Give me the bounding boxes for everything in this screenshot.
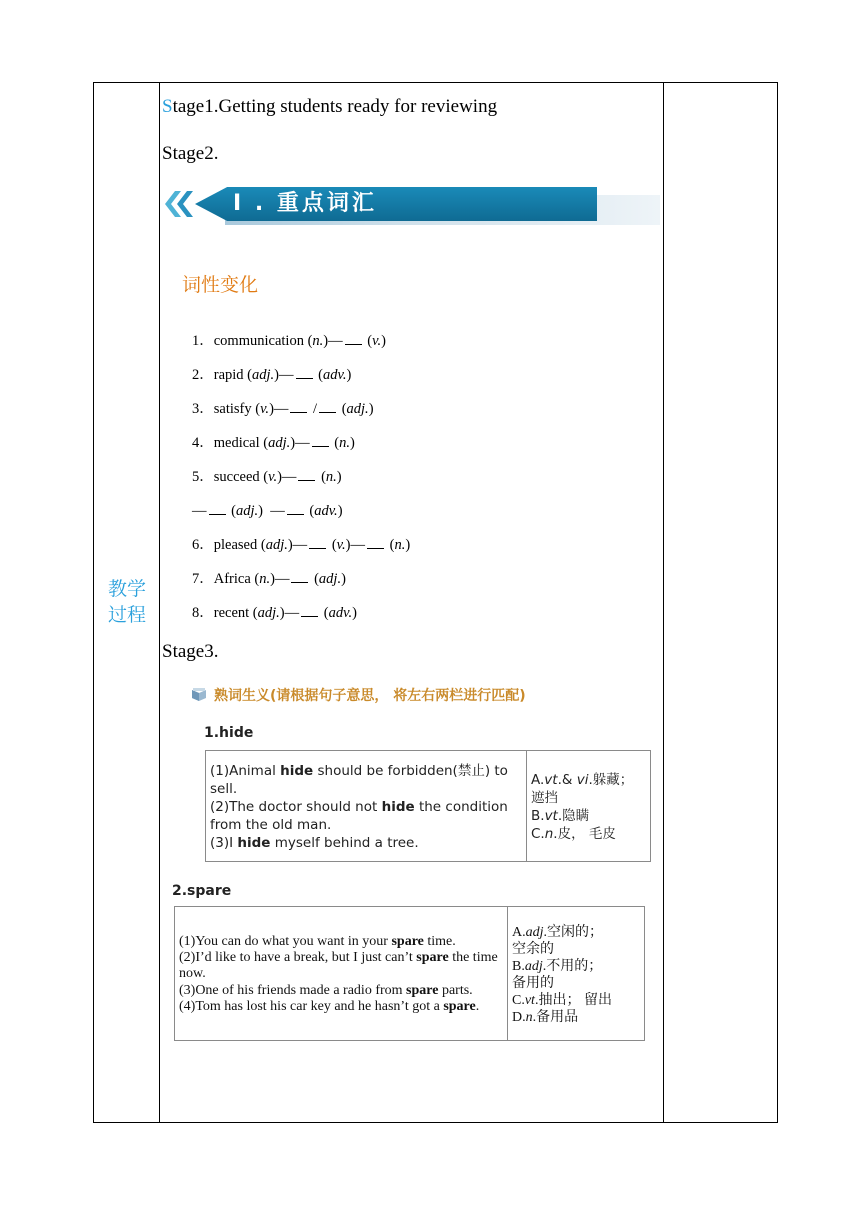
matching-heading [190, 685, 526, 705]
table-left-border [93, 82, 94, 1123]
matching-heading-text: 熟词生义(请根据句子意思， 将左右两栏进行匹配) [214, 688, 526, 704]
hide-sentence-2: (2)The doctor should not hide the condition from the old man. [210, 799, 508, 833]
vocab-item-1: 1．communication (n.)— (v.) [192, 333, 386, 349]
hide-matching-table [205, 750, 651, 862]
vocab-item-8: 8．recent (adj.)— (adv.) [192, 605, 357, 621]
vocab-banner [165, 187, 660, 229]
banner-title: I . 重点词汇 [233, 191, 377, 216]
vocab-item-5-continued: — (adj.) — (adv.) [192, 503, 343, 519]
spare-sentences-cell [175, 907, 508, 1041]
spare-option-d: D.n.备用品 [512, 1009, 579, 1025]
vocab-item-3: 3．satisfy (v.)— / (adj.) [192, 401, 374, 417]
side-label [95, 576, 159, 628]
vocab-item-7: 7．Africa (n.)— (adj.) [192, 571, 346, 587]
hide-options-cell [527, 751, 651, 862]
stage1-first-letter: S [162, 96, 173, 117]
spare-sentence-2: (2)I’d like to have a break, but I just can’t spare the time now. [179, 950, 498, 982]
vocab-item-6: 6．pleased (adj.)— (v.)— (n.) [192, 537, 411, 553]
hide-option-b: B.vt.隐瞒 [531, 808, 590, 824]
hide-option-a: A.vt.& vi.躲藏； 遮挡 [531, 772, 634, 806]
spare-options-cell [508, 907, 645, 1041]
vocab-item-5: 5．succeed (v.)— (n.) [192, 469, 342, 485]
hide-sentence-1: (1)Animal hide should be forbidden(禁止) to sell. [210, 763, 508, 797]
stage1-line [162, 95, 497, 119]
table-col-divider-1 [159, 82, 160, 1123]
table-bottom-border [93, 1122, 778, 1123]
vocab-item-4: 4．medical (adj.)— (n.) [192, 435, 355, 451]
word1-label: 1.hide [204, 725, 254, 741]
hide-option-c: C.n.皮， 毛皮 [531, 826, 616, 842]
stage2-heading: Stage2. [162, 143, 219, 164]
spare-option-b: B.adj.不用的； 备用的 [512, 958, 603, 991]
spare-sentence-3: (3)One of his friends made a radio from spare parts. [179, 982, 473, 998]
stage3-heading: Stage3. [162, 641, 219, 662]
side-label-line-2: 过程 [107, 604, 146, 626]
stage1-text: tage1.Getting students ready for reviewing [172, 96, 498, 117]
spare-option-c: C.vt.抽出； 留出 [512, 992, 612, 1008]
table-right-border [777, 82, 778, 1123]
table-col-divider-2 [663, 82, 664, 1123]
hide-sentence-3: (3)I hide myself behind a tree. [210, 835, 419, 851]
book-icon [190, 688, 208, 702]
table-top-border [93, 82, 778, 83]
chevron-left-icon [177, 191, 193, 217]
word2-label: 2.spare [172, 883, 232, 899]
hide-sentences-cell [206, 751, 527, 862]
spare-option-a: A.adj.空闲的； 空余的 [512, 924, 604, 957]
section-heading: 词性变化 [182, 274, 259, 296]
spare-matching-table [174, 906, 645, 1041]
spare-sentence-1: (1)You can do what you want in your spare time. [179, 933, 456, 949]
spare-sentence-4: (4)Tom has lost his car key and he hasn’t got a spare. [179, 998, 480, 1014]
side-label-line-1: 教学 [107, 578, 146, 600]
vocab-item-2: 2．rapid (adj.)— (adv.) [192, 367, 352, 383]
